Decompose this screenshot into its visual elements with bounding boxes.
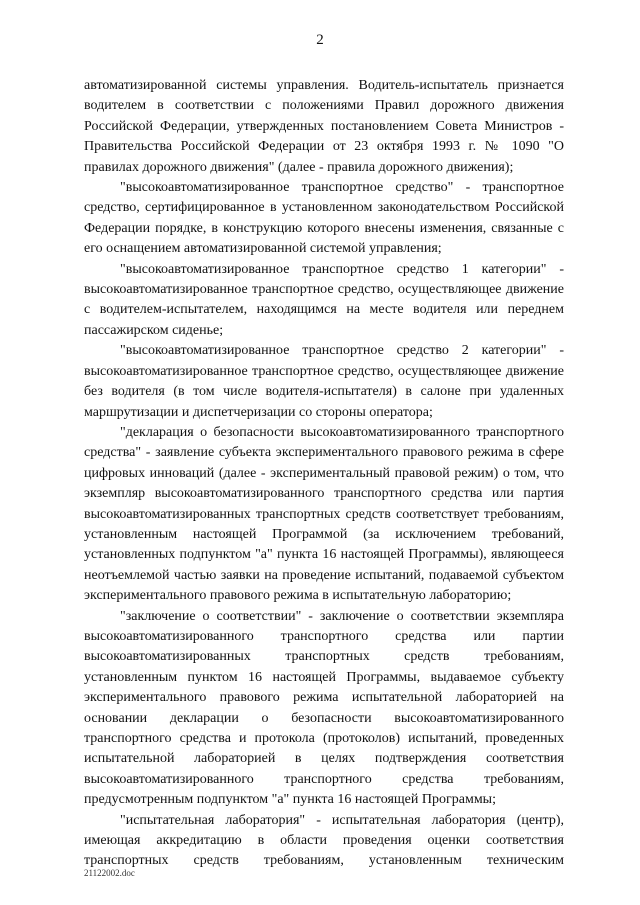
paragraph-7: "испытательная лаборатория" - испытательная лаборатория (центр), имеющая аккредитацию в области проведения оценки соответствия транспортных средств требованиям, установленным техническим	[84, 812, 564, 869]
paragraph-5: "декларация о безопасности высокоавтоматизированного транспортного средства" - заявление субъекта экспериментального правового режима в сфере цифровых инноваций (далее - экспериментальный правовой режим) о том, что экземпляр высокоавтоматизированного транспортного средства или партия высокоавтоматизированных транспортных средств соответствует требованиям, установленным настоящей Программой (за исключением требований, установленных подпунктом "а" пункта 16 настоящей Программы), являющееся неотъемлемой частью заявки на проведение испытаний, подаваемой субъектом экспериментального правового режима в испытательную лабораторию;	[84, 424, 564, 604]
paragraph-1: автоматизированной системы управления. Водитель-испытатель признается водителем в соответствии с положениями Правил дорожного движения Российской Федерации, утвержденных постановлением Совета Министров - Правительства Российской Федерации от 23 октября 1993 г. № 1090 "О правилах дорожного движения" (далее - правила дорожного движения);	[84, 78, 564, 175]
paragraph-3: "высокоавтоматизированное транспортное средство 1 категории" - высокоавтоматизированное транспортное средство, осуществляющее движение с водителем-испытателем, находящимся на месте водителя или переднем пассажирском сиденье;	[84, 261, 564, 338]
paragraph-6: "заключение о соответствии" - заключение о соответствии экземпляра высокоавтоматизированного транспортного средства или партии высокоавтоматизированных транспортных средств требованиям, установленным пунктом 16 настоящей Программы, выдаваемое субъекту экспериментального правового режима испытательной лабораторией на основании декларации о безопасности высокоавтоматизированного транспортного средства и протокола (протоколов) испытаний, проведенных испытательной лабораторией в целях подтверждения соответствия высокоавтоматизированного транспортного средства требованиям, предусмотренным подпунктом "а" пункта 16 настоящей Программы;	[84, 608, 564, 808]
page-number: 2	[316, 32, 324, 48]
paragraph-4: "высокоавтоматизированное транспортное средство 2 категории" - высокоавтоматизированное транспортное средство, осуществляющее движение без водителя (в том числе водителя-испытателя) в салоне при удаленных маршрутизации и диспетчеризации со стороны оператора;	[84, 343, 564, 420]
paragraph-2: "высокоавтоматизированное транспортное средство" - транспортное средство, сертифицированное в установленном законодательством Российской Федерации порядке, в конструкцию которого внесены изменения, связанные с его оснащением автоматизированной системой управления;	[84, 180, 564, 257]
document-body	[84, 76, 564, 872]
footer-file-code: 21122002.doc	[84, 868, 135, 878]
